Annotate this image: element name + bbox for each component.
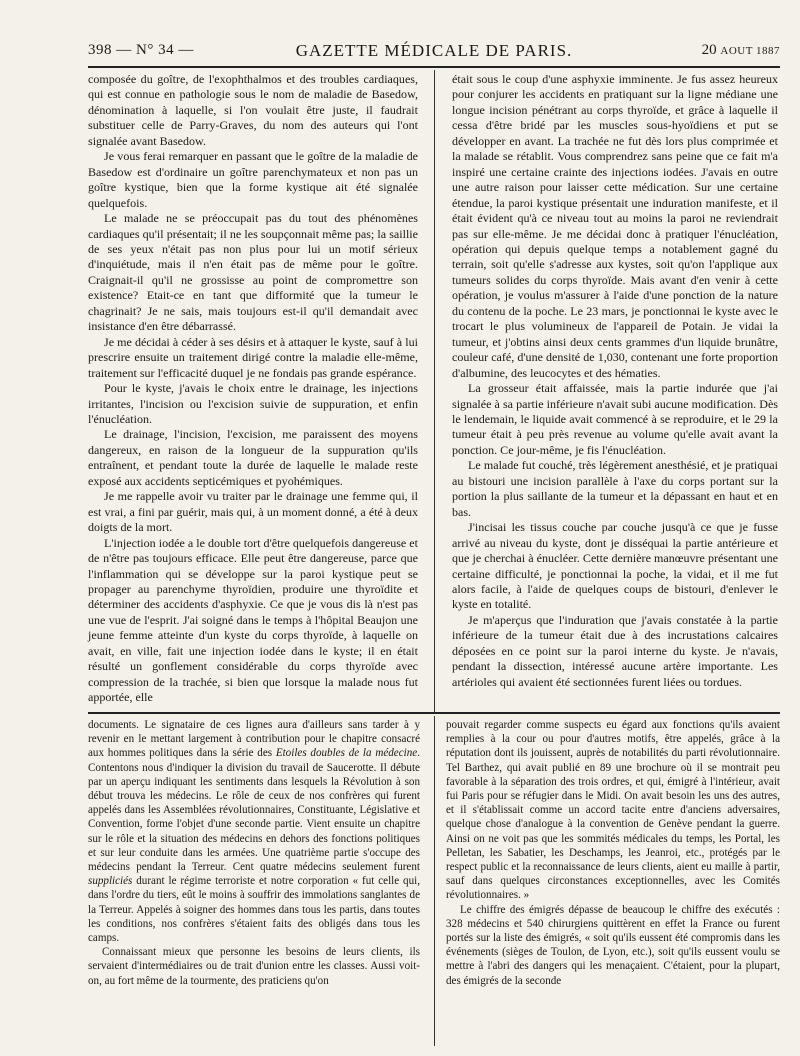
paragraph: Le malade ne se préoccupait pas du tout des phénomènes cardiaques qu'il présentait; il ne les soupçonnait même pas; la saillie de ses yeux n'était pas non plus pour lui un motif sérieux d'inquiétude, mais il n'en était pas de même pour le goître. Craignait-il qu'il ne grossisse au point de compromettre son existence? Etait-ce en tant que difformité que la tumeur le chagrinait? Je ne sais, mais toujours est-il qu'il demandait avec insistance d'en être débarrassé.	[88, 211, 418, 334]
feuilleton-column-2	[446, 718, 780, 988]
paragraph: Le malade fut couché, très légèrement anesthésié, et je pratiquai au bistouri une incision parallèle à l'axe du corps portant sur la portion la plus saillante de la tumeur et la dépassant en haut et en bas.	[452, 458, 778, 519]
article-column-1	[88, 72, 418, 706]
paragraph: composée du goître, de l'exophthalmos et des troubles cardiaques, qui est connue en pathologie sous le nom de maladie de Basedow, dénomination à laquelle, si l'on voulait être juste, il faudrait substituer celle de Parry-Graves, du nom des auteurs qui l'ont signalée avant Basedow.	[88, 72, 418, 148]
text-run: documents. Le signataire de ces lignes aura d'ailleurs sans tarder à y revenir en le mettant largement à contribution pour le chapitre consacré aux hommes politiques dans la série des	[88, 719, 420, 760]
paragraph: Le chiffre des émigrés dépasse de beaucoup le chiffre des exécutés : 328 médecins et 540 chirurgiens quittèrent en effet la France ou furent portés sur la liste des émigrés, « soit qu'ils eussent été compromis dans les événements (sièges de Toulon, de Lyon, etc.), soit qu'ils eussent voulu se mettre à l'abri des dangers qui les menaçaient. C'étaient, pour la plupart, des émigrés de la seconde	[446, 903, 780, 987]
paragraph: La grosseur était affaissée, mais la partie indurée que j'ai signalée à sa partie inférieure n'avait subi aucune modification. Dès le lendemain, le liquide avait commencé à se reproduire, et le 29 la tumeur était à peu près revenue au volume qu'elle avait avant la ponction. Ce jour-même, je fis l'énucléation.	[452, 381, 778, 457]
paragraph: L'injection iodée a le double tort d'être quelquefois dangereuse et de n'être pas toujours efficace. Elle peut être dangereuse, parce que l'inflammation qui se développe sur la paroi kystique peut se propager au parenchyme thyroïdien, produire une thyroïdite et déterminer des accidents d'asphyxie. Ce que je vous dis là n'est pas une vue de l'esprit. J'ai soigné dans le temps à l'hôpital Beaujon une jeune femme atteinte d'un kyste du corps thyroïde, à laquelle on avait, en ville, fait une injection iodée dans le kyste; il en était résulté un gonflement considérable du corps thyroïde avec compression de la trachée, si bien que lorsque la malade nous fut apportée, elle	[88, 535, 418, 705]
paragraph: Je me rappelle avoir vu traiter par le drainage une femme qui, il est vrai, a fini par guérir, mais qui, à un moment donné, a été à deux doigts de la mort.	[88, 489, 418, 535]
paragraph	[88, 718, 420, 945]
running-header	[88, 40, 780, 68]
column-divider-bottom	[434, 716, 435, 1046]
feuilleton-column-1	[88, 718, 420, 988]
column-divider-top	[434, 70, 435, 712]
paragraph: Connaissant mieux que personne les besoins de leurs clients, ils servaient d'intermédiaires ou de trait d'union entre les classes. Aussi voit-on, au fort même de la tourmente, des praticiens qu'on	[88, 946, 420, 987]
paragraph: pouvait regarder comme suspects eu égard aux fonctions qu'ils avaient remplies à la cour ou pour d'autres motifs, être appelés, grâce à la réputation dont ils jouissent, auprès de notabilités du parti révolutionnaire. Tel Barthez, qui avait publié en 89 une brochure où il se montrait peu favorable à la séparation des trois ordres, et qui, émigré à l'intérieur, avait fui Paris pour se réfugier dans le Midi. On avait besoin les uns des autres, et il s'établissait comme un accord tacite entre d'anciens adversaires, quelque chose d'analogue à la convention de Genève pendant la guerre. Ainsi on ne voit pas que les sommités médicales du temps, les Portal, les Pelletan, les Sabatier, les Deschamps, les Jeanroi, etc., protégés par le respect public et la reconnaissance de leurs clients, aient eu maille à partir, sauf dans quelques circonstances exceptionnelles, avec les Comités révolutionnaires. »	[446, 719, 780, 902]
paragraph: Je vous ferai remarquer en passant que le goître de la maladie de Basedow est d'ordinaire un goître parenchymateux et non pas un goître kystique, bien que la forme kystique ait été signalée quelquefois.	[88, 149, 418, 210]
paragraph: Pour le kyste, j'avais le choix entre le drainage, les injections irritantes, l'incision ou l'excision suivie de suppuration, et enfin l'énucléation.	[88, 381, 418, 426]
paragraph: Le drainage, l'incision, l'excision, me paraissent des moyens dangereux, en raison de la longueur de la suppuration qu'ils entraînent, et pendant toute la durée de laquelle le malade reste exposé aux accidents septicémiques et pyohémiques.	[88, 427, 418, 488]
issue-date	[702, 42, 780, 59]
feuilleton-divider	[88, 712, 780, 714]
text-run: durant le régime terroriste et notre corporation « fut celle qui, dans l'ordre du tiers, eût le moins à souffrir des immolations sanglantes de la Terreur. Appelés à soigner des hommes dans tous les partis, dans toutes les conditions, nos confrères s'étaient faits des obligés dans tous les camps.	[88, 875, 420, 945]
paragraph: Je me décidai à céder à ses désirs et à attaquer le kyste, sauf à lui prescrire ensuite un traitement dirigé contre la maladie elle-même, traitement sur l'efficacité duquel je ne fondais pas grande espérance.	[88, 334, 418, 380]
issue-day: 20	[701, 42, 717, 58]
paragraph: était sous le coup d'une asphyxie imminente. Je fus assez heureux pour conjurer les accidents en pratiquant sur la ligne médiane une longue incision pénétrant au corps thyroïde, et grâce à laquelle il cessa d'être bridé par les muscles sous-hyoïdiens et put se développer en avant. La trachée ne fut dès lors plus comprimée et la malade se rétablit. Vous comprendrez sans peine que ce fait m'a inspiré une certaine crainte des injections iodées. J'avais en outre une autre raison pour laisser cette médication. Sur une certaine étendue, la paroi kystique présentait une induration manifeste, et il était évident qu'à ce niveau tout au moins la paroi ne reviendrait pas sur elle-même. Je me décidai donc à pratiquer l'énucléation, opération qui depuis quelque temps a notablement gagné du terrain, soit qu'elle s'adresse aux kystes, soit qu'on l'applique aux tumeurs solides du corps thyroïde. Mais avant d'en venir à cette opération, je voulus m'assurer à l'aide d'une ponction de la nature du contenu de la poche. Le 23 mars, je ponctionnai le kyste avec le trocart le plus volumineux de l'appareil de Potain. Je vidai la tumeur, et j'obtins ainsi deux cents grammes d'un liquide brunâtre, couleur café, d'une densité de 1,030, contenant une forte proportion d'albumine, des leucocytes et des hématies.	[452, 72, 778, 380]
emphasis: suppliciés	[88, 875, 133, 888]
article-column-2	[452, 72, 778, 690]
page-number: 398 — N° 34 —	[88, 42, 194, 58]
journal-title: GAZETTE MÉDICALE DE PARIS.	[295, 41, 573, 60]
paragraph: Je m'aperçus que l'induration que j'avais constatée à la partie inférieure de la tumeur était due à des incrustations calcaires déposées en ce point sur la paroi interne du kyste. Je n'avais, pendant la dissection, intéressé aucune artère importante. Les artérioles qui avaient été sectionnées furent liées ou tordues.	[452, 612, 778, 689]
paragraph: J'incisai les tissus couche par couche jusqu'à ce que je fusse arrivé au niveau du kyste, dont je disséquai la partie antérieure et que je cherchai à énucléer. Cette dernière manœuvre présentant une certaine difficulté, je ponctionnai la poche, la vidai, et il me fut alors facile, à l'aide de quelques coups de bistouri, d'enlever le kyste en totalité.	[452, 520, 778, 612]
issue-month-year: AOUT 1887	[720, 45, 780, 57]
book-series-title: Etoiles doubles de la médecine	[275, 747, 418, 760]
text-run: . Contentons nous d'indiquer la division du travail de Saucerotte. Il débute par un aperçu indiquant les sentiments dans lesquels la Révolution à son début trouva les médecins. Le rôle de ceux de nos confrères qui furent appelés dans les Assemblées révolutionnaires, Constituante, Législative et Convention, forme l'objet d'une seconde partie. Vient ensuite un chapitre sur le rôle et la situation des médecins en dehors des fonctions politiques et sur leur conduite dans les armées. Une quatrième partie s'occupe des médecins pendant la Terreur. Cent quatre médecins seulement furent	[88, 747, 420, 874]
